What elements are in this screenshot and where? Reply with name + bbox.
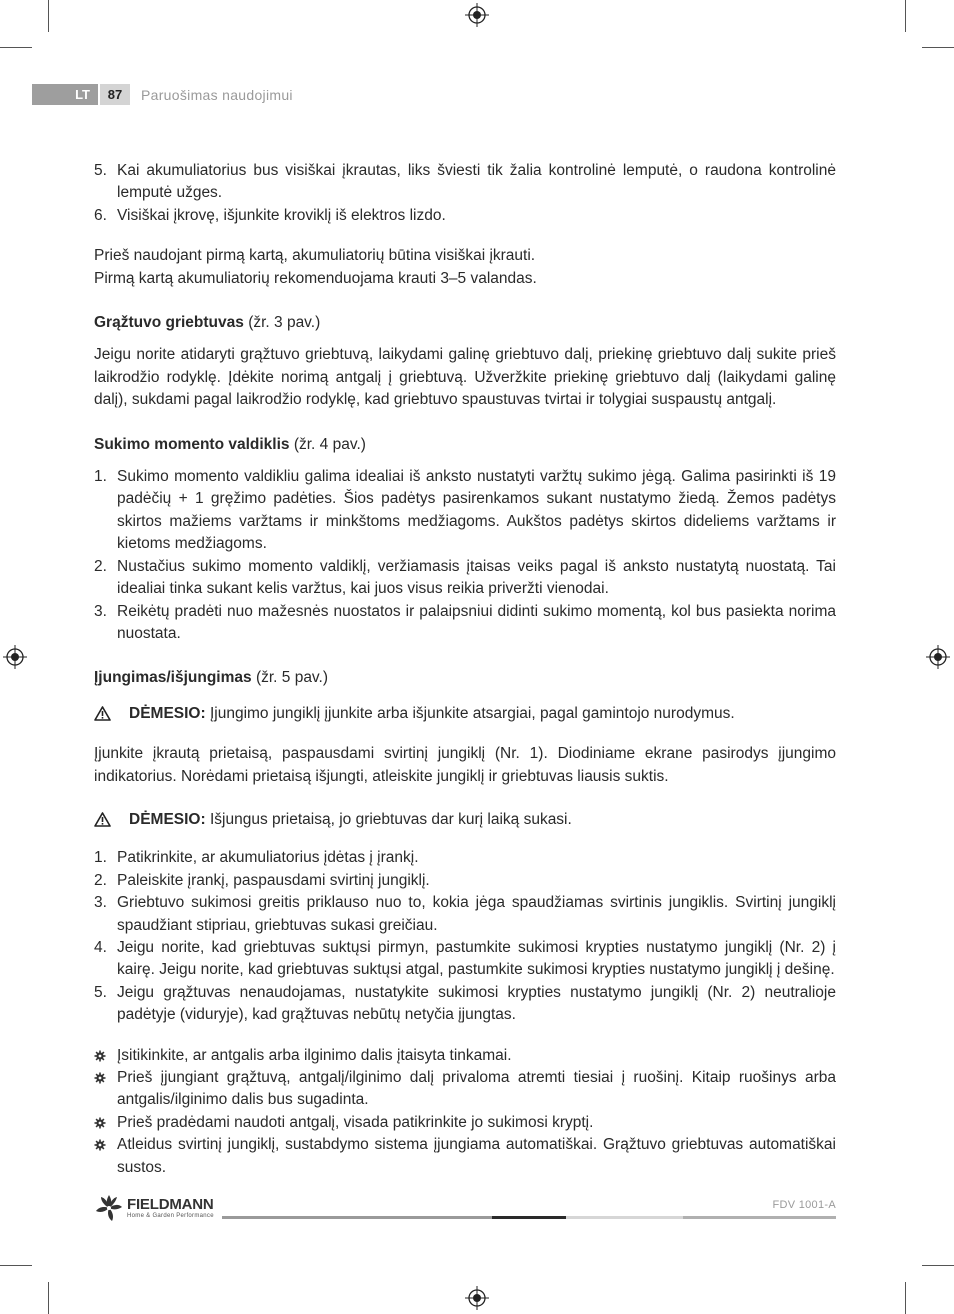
list-item: 3. Griebtuvo sukimosi greitis priklauso nuo to, kokia jėga spaudžiamas svirtinis jungiklis. Svirtinį jungiklį spaudžiant stipriau, griebtuvas sukasi greičiau. — [94, 894, 836, 934]
footer-rule — [492, 1216, 566, 1219]
charge-note-line: Prieš naudojant pirmą kartą, akumuliatorių būtina visiškai įkrauti. — [94, 247, 536, 265]
list-item: 6. Visiškai įkrovę, išjunkite kroviklį iš elektros lizdo. — [94, 206, 446, 224]
list-item: 5. Kai akumuliatorius bus visiškai įkrautas, liks šviesti tik žalia kontrolinė lemputė, o raudona kontrolinė lemputė užges. — [94, 162, 836, 202]
gear-bullet-icon — [94, 1117, 106, 1129]
charging-steps — [94, 160, 836, 227]
list-item: 1. Sukimo momento valdikliu galima idealiai iš anksto nustatyti varžtų sukimo jėgą. Galima pasirinkti iš 19 padėčių + 1 gręžimo padėties. Šios padėtys pasirenkamos sukant nustatymo žiedą. Žemos padėtys skirtos mažiems varžtams ir minkštoms medžiagoms. Aukštos padėtys skirtos dideliems varžtams ir kietoms medžiagoms. — [94, 468, 836, 553]
footer-rule — [566, 1216, 683, 1219]
charge-note-line: Pirmą kartą akumuliatorių rekomenduojama krauti 3–5 valandas. — [94, 269, 537, 287]
warning-triangle-icon — [94, 706, 111, 721]
list-item: Prieš pradėdami naudoti antgalį, visada patikrinkite jo sukimosi kryptį. — [94, 1112, 836, 1134]
brand-name: FIELDMANN — [127, 1195, 214, 1213]
list-item: 1. Patikrinkite, ar akumuliatorius įdėtas į įrankį. — [94, 849, 419, 867]
list-item: 2. Paleiskite įrankį, paspausdami svirtinį jungiklį. — [94, 871, 430, 889]
torque-steps — [94, 466, 836, 645]
page-content — [94, 160, 836, 1179]
footer-rule — [683, 1216, 836, 1219]
list-item: 5. Jeigu grąžtuvas nenaudojamas, nustatykite sukimosi krypties nustatymo jungiklį (Nr. 2) neutralioje padėtyje (viduryje), kad grąžtuvas nebūtų netyčia įjungtas. — [94, 983, 836, 1024]
brand-tagline: Home & Garden Performance — [127, 1212, 214, 1219]
crop-mark — [922, 47, 954, 48]
list-item: Atleidus svirtinį jungiklį, sustabdymo sistema įjungiama automatiškai. Grąžtuvo griebtuvas automatiškai sustos. — [94, 1134, 836, 1179]
registration-mark-icon — [3, 645, 27, 669]
gear-bullet-icon — [94, 1139, 106, 1151]
warning-note: DĖMESIO: Įjungimo jungiklį įjunkite arba išjunkite atsargiai, pagal gamintojo nurodymus. — [94, 703, 836, 725]
crop-mark — [905, 1282, 906, 1314]
warning-triangle-icon — [94, 812, 111, 827]
footer-rule — [222, 1216, 492, 1219]
warning-note: DĖMESIO: Išjungus prietaisą, jo griebtuvas dar kurį laiką sukasi. — [94, 809, 836, 831]
page-header — [32, 84, 293, 105]
list-item: 2. Nustačius sukimo momento valdiklį, veržiamasis įtaisas veiks pagal iš anksto nustatytą nuostatą. Tai idealiai tinka sukant kelis varžtus, kai juos visus reikia priveržti vienodai. — [94, 557, 836, 598]
onoff-steps — [94, 847, 836, 1026]
crop-mark — [0, 1265, 32, 1266]
registration-mark-icon — [465, 1286, 489, 1310]
crop-mark — [48, 0, 49, 32]
brand-logo — [94, 1193, 214, 1223]
list-item: 3. Reikėtų pradėti nuo mažesnės nuostatos ir palaipsniui didinti sukimo momentą, kol bus pasiekta norima nuostata. — [94, 602, 836, 642]
fieldmann-leaf-logo-icon — [94, 1193, 124, 1223]
page-footer — [94, 1193, 836, 1227]
list-item: Įsitikinkite, ar antgalis arba ilginimo dalis įtaisyta tinkamai. — [94, 1045, 836, 1067]
section-heading-onoff: Įjungimas/išjungimas (žr. 5 pav.) — [94, 669, 329, 687]
section-title: Paruošimas naudojimui — [141, 86, 293, 103]
crop-mark — [0, 47, 32, 48]
gear-bullet-icon — [94, 1050, 106, 1062]
registration-mark-icon — [926, 645, 950, 669]
language-tab: LT — [32, 84, 98, 105]
model-number: FDV 1001-A — [772, 1199, 836, 1211]
section-heading-chuck: Grąžtuvo griebtuvas (žr. 3 pav.) — [94, 314, 321, 332]
crop-mark — [905, 0, 906, 32]
list-item: 4. Jeigu norite, kad griebtuvas suktųsi pirmyn, pastumkite sukimosi krypties nustatymo jungiklį (Nr. 2) į kairę. Jeigu norite, kad griebtuvas suktųsi atgal, pastumkite sukimosi krypties nustatymo jungiklį į dešinę. — [94, 938, 836, 979]
crop-mark — [48, 1282, 49, 1314]
registration-mark-icon — [465, 3, 489, 27]
gear-bullet-icon — [94, 1072, 106, 1084]
crop-mark — [922, 1265, 954, 1266]
tips-list — [94, 1045, 836, 1179]
page-number: 87 — [100, 84, 130, 105]
chuck-paragraph: Jeigu norite atidaryti grąžtuvo griebtuvą, laikydami galinę griebtuvo dalį, priekinę griebtuvo dalį sukite prieš laikrodžio rodyklę. Įdėkite norimą antgalį į griebtuvą. Užveržkite priekinę griebtuvo dalį (laikydami galinę dalį), sukdami pagal laikrodžio rodyklę, kad griebtuvo spaustuvas tvirtai ir tolygiai suspaustų antgalį. — [94, 346, 836, 409]
onoff-paragraph: Įjunkite įkrautą prietaisą, paspausdami svirtinį jungiklį (Nr. 1). Diodiniame ekrane pasirodys įjungimo indikatorius. Norėdami prietaisą išjungti, atleiskite jungiklį ir griebtuvas liausis suktis. — [94, 745, 836, 785]
section-heading-torque: Sukimo momento valdiklis (žr. 4 pav.) — [94, 435, 366, 453]
list-item: Prieš įjungiant grąžtuvą, antgalį/ilginimo dalį privaloma atremti tiesiai į ruošinį. Kitaip ruošinys arba antgalis/ilginimo dalis bus sugadinta. — [94, 1067, 836, 1112]
